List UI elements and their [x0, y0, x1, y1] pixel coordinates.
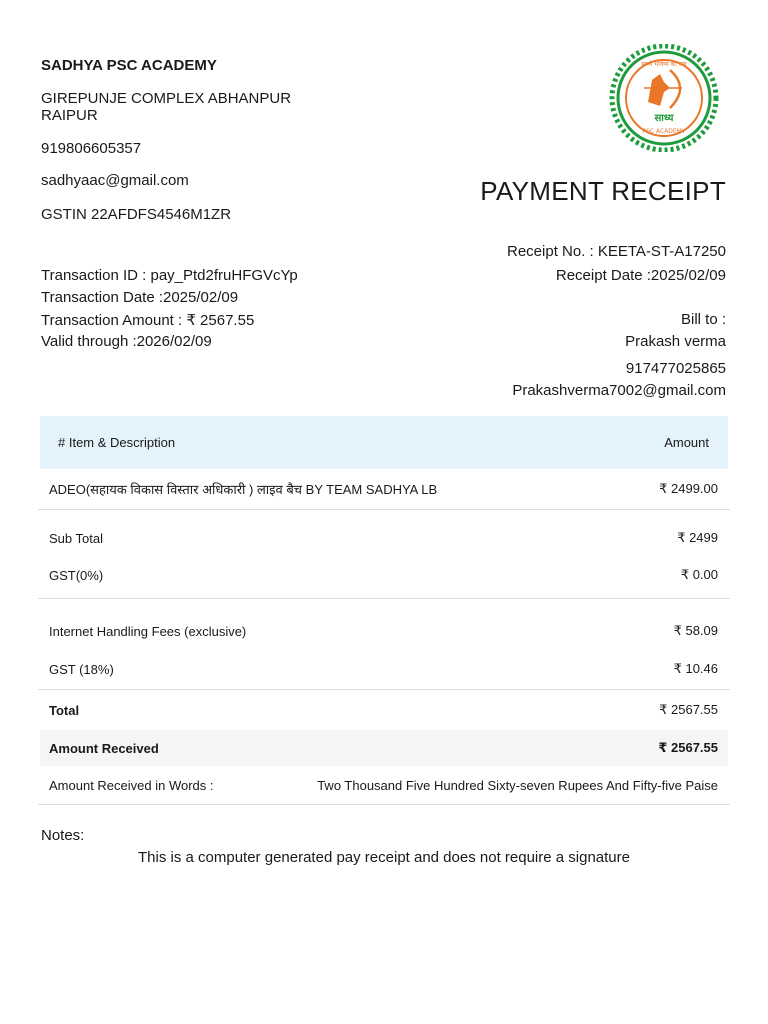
receipt-date: Receipt Date :2025/02/09	[555, 267, 726, 284]
notes-label: Notes:	[41, 827, 85, 844]
amount-words-row	[38, 766, 730, 804]
amount-received-value: ₹ 2567.55	[658, 740, 718, 755]
gst-row	[38, 554, 730, 598]
org-address: GIREPUNJE COMPLEX ABHANPUR RAIPUR	[41, 90, 292, 124]
item-amount: ₹ 2499.00	[659, 481, 718, 496]
fees-label: Internet Handling Fees (exclusive)	[49, 623, 247, 639]
logo-bottom-text: PSC ACADEMY	[642, 128, 686, 135]
receipt-table	[38, 416, 730, 805]
total-value: ₹ 2567.55	[659, 702, 718, 717]
org-gstin: GSTIN 22AFDFS4546M1ZR	[41, 206, 232, 223]
subtotal-value: ₹ 2499	[677, 530, 718, 545]
org-phone: 919806605357	[41, 140, 142, 157]
gst-label: GST(0%)	[49, 567, 104, 583]
total-label: Total	[49, 702, 80, 718]
gst-value: ₹ 0.00	[680, 567, 718, 582]
subtotal-row	[38, 522, 730, 554]
divider	[38, 598, 730, 599]
item-description: ADEO(सहायक विकास विस्तार अधिकारी ) लाइव बैच BY TEAM SADHYA LB	[49, 482, 438, 497]
bill-to-label: Bill to :	[680, 311, 726, 328]
table-row	[38, 469, 730, 509]
page-title: PAYMENT RECEIPT	[480, 176, 726, 206]
header-item: # Item & Description	[58, 435, 176, 450]
amount-words-value: Two Thousand Five Hundred Sixty-seven Rupees And Fifty-five Paise	[317, 777, 718, 793]
transaction-date: Transaction Date :2025/02/09	[41, 289, 239, 306]
bill-to-email: Prakashverma7002@gmail.com	[512, 382, 726, 399]
divider	[38, 804, 730, 805]
bill-to-phone: 917477025865	[625, 360, 726, 377]
total-row	[38, 690, 730, 730]
header-amount: Amount	[664, 435, 709, 450]
subtotal-label: Sub Total	[49, 530, 103, 546]
transaction-id: Transaction ID : pay_Ptd2fruHFGVcYp	[41, 267, 298, 284]
amount-words-label: Amount Received in Words :	[49, 777, 214, 793]
receipt-number: Receipt No. : KEETA-ST-A17250	[507, 243, 726, 260]
fees-gst-label: GST (18%)	[49, 661, 114, 677]
table-header	[40, 416, 728, 469]
notes-text: This is a computer generated pay receipt and does not require a signature	[138, 849, 630, 866]
org-name: SADHYA PSC ACADEMY	[41, 57, 217, 74]
transaction-valid: Valid through :2026/02/09	[41, 333, 212, 350]
logo-center-text: साध्य	[654, 113, 674, 124]
amount-received-row	[40, 730, 728, 766]
transaction-amount: Transaction Amount : ₹ 2567.55	[41, 312, 255, 329]
amount-received-label: Amount Received	[49, 740, 159, 756]
fees-gst-row	[38, 649, 730, 689]
fees-value: ₹ 58.09	[673, 623, 718, 638]
divider	[38, 509, 730, 510]
bill-to-name: Prakash verma	[625, 333, 726, 350]
fees-row	[38, 613, 730, 649]
fees-gst-value: ₹ 10.46	[673, 661, 718, 676]
org-email: sadhyaac@gmail.com	[41, 172, 189, 189]
logo-arc-text: सपने भविष्य का सच	[641, 61, 687, 68]
academy-logo	[608, 44, 720, 152]
